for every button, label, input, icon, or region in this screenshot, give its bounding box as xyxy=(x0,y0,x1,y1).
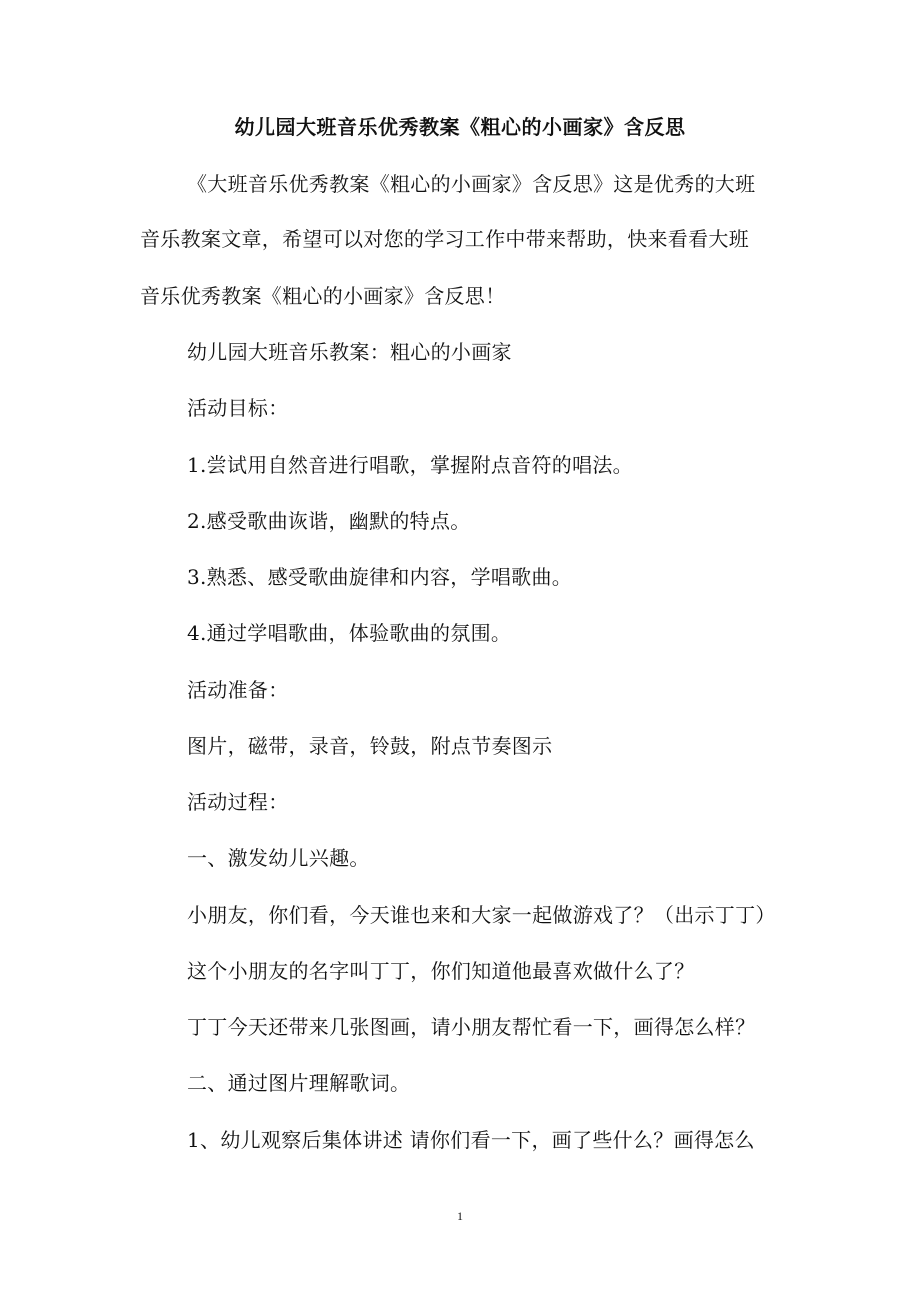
objective-item: 4.通过学唱歌曲，体验歌曲的氛围。 xyxy=(187,621,512,645)
body-paragraph: 小朋友，你们看，今天谁也来和大家一起做游戏了？（出示丁丁） xyxy=(187,903,776,927)
page-number: 1 xyxy=(457,1209,463,1223)
document-title: 幼儿园大班音乐优秀教案《粗心的小画家》含反思 xyxy=(234,115,686,139)
section-heading: 活动过程： xyxy=(187,790,289,814)
objective-item: 3.熟悉、感受歌曲旋律和内容，学唱歌曲。 xyxy=(187,565,573,589)
body-paragraph: 1、幼儿观察后集体讲述 请你们看一下，画了些什么？画得怎么 xyxy=(187,1128,755,1152)
step-heading: 二、通过图片理解歌词。 xyxy=(187,1071,411,1095)
objective-item: 2.感受歌曲诙谐，幽默的特点。 xyxy=(187,509,471,533)
body-paragraph: 图片，磁带，录音，铃鼓，附点节奏图示 xyxy=(187,734,553,758)
intro-line: 音乐优秀教案《粗心的小画家》含反思！ xyxy=(140,284,506,308)
lesson-heading: 幼儿园大班音乐教案：粗心的小画家 xyxy=(187,340,512,364)
objective-item: 1.尝试用自然音进行唱歌，掌握附点音符的唱法。 xyxy=(187,453,633,477)
section-heading: 活动准备： xyxy=(187,678,289,702)
step-heading: 一、激发幼儿兴趣。 xyxy=(187,846,370,870)
intro-line: 音乐教案文章，希望可以对您的学习工作中带来帮助，快来看看大班 xyxy=(140,227,749,251)
body-paragraph: 这个小朋友的名字叫丁丁，你们知道他最喜欢做什么了？ xyxy=(187,959,695,983)
intro-line: 《大班音乐优秀教案《粗心的小画家》含反思》这是优秀的大班 xyxy=(187,172,756,196)
body-paragraph: 丁丁今天还带来几张图画，请小朋友帮忙看一下，画得怎么样？ xyxy=(187,1015,756,1039)
section-heading: 活动目标： xyxy=(187,396,289,420)
